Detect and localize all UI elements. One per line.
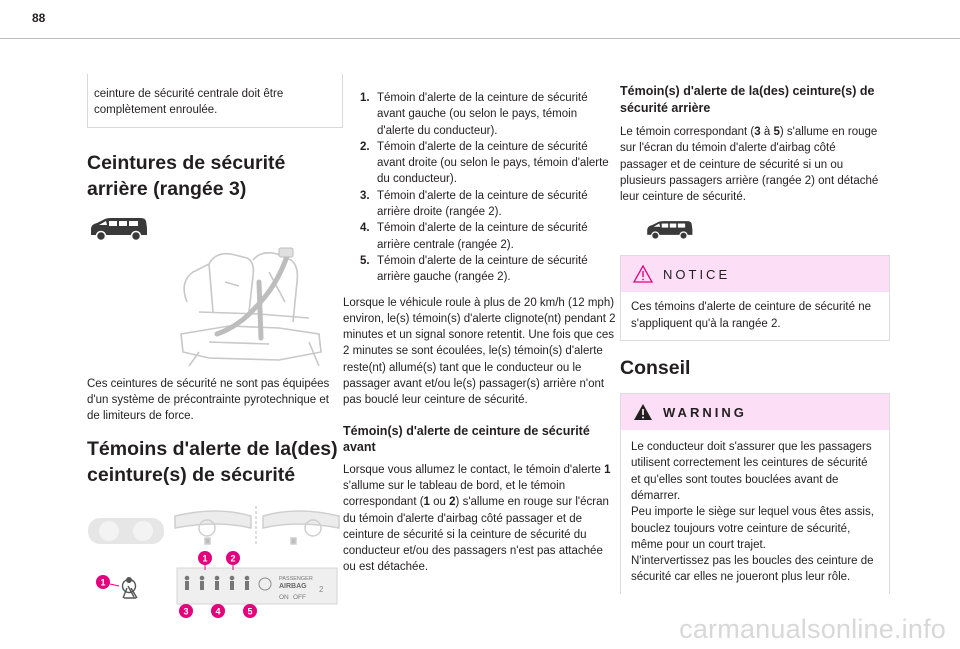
page-number: 88 [32, 11, 46, 25]
rear-warning-paragraph: Le témoin correspondant (3 à 5) s'allume en rouge sur l'écran du témoin d'alerte d'airbag côté passager et de ceinture de sécurité si un ou plusieurs passagers arrière (rangée 2) ont détaché leur ceinture de sécurité. [620, 126, 879, 204]
warning-title: WARNING [663, 404, 747, 420]
svg-text:1: 1 [202, 553, 208, 564]
notice-text: Ces témoins d'alerte de ceinture de sécurité ne s'appliquent qu'à la rangée 2. [631, 301, 871, 330]
rear-seatbelt-description: Ces ceintures de sécurité ne sont pas équipées d'un système de précontrainte pyrotechnique et de limiteurs de force. [87, 377, 330, 423]
panel-off: OFF [293, 594, 306, 602]
marker-1-top [198, 551, 212, 565]
footer-watermark: carmanualsonline.info [679, 614, 946, 644]
driver-seatbelt-lamp-icon [123, 577, 138, 598]
notice-body [621, 292, 889, 340]
notice-box [620, 255, 890, 341]
svg-text:4: 4 [215, 606, 221, 617]
warning-header [621, 394, 889, 430]
marker-2-top [226, 551, 240, 565]
panel-line1: PASSENGER [279, 576, 313, 583]
front-warning-paragraph: Lorsque vous allumez le contact, le témoin d'alerte 1 s'allume sur le tableau de bord, et le témoin correspondant (1 ou 2) s'allume en rouge sur l'écran du témoin d'alerte d'airbag côté passager et de ceinture de sécurité si la ceinture de sécurité du conducteur et/ou des passagers n'est pas attachée ou est détachée. [343, 463, 611, 574]
warning-body [621, 430, 889, 594]
list-item: 3. Témoin d'alerte de la ceinture de sécurité arrière droite (rangée 2). [360, 189, 588, 219]
intro-box [87, 74, 343, 128]
warning-lamps-illustration [87, 498, 343, 622]
car-icon-small [644, 219, 694, 241]
blink-paragraph: Lorsque le véhicule roule à plus de 20 km/h (12 mph) environ, le(s) témoin(s) d'alerte clignote(nt) pendant 2 minutes et un signal sonore retentit. Une fois que ces 2 minutes se sont écoulées, le(s) témoin(s) d'alerte reste(nt) allumé(s) tant que le conducteur ou le passager avant et/ou le(s) passager(s) arrière n'ont pas bouclé leur ceinture de sécurité. [343, 296, 616, 407]
intro-text: ceinture de sécurité centrale doit être complètement enroulée. [94, 88, 284, 117]
svg-text:5: 5 [247, 606, 253, 617]
warning-box [620, 393, 890, 594]
warning-text-1: Le conducteur doit s'assurer que les passagers utilisent correctement les ceintures de sécurité et qu'elles sont toutes bouclées avant de démarrer. [631, 441, 872, 502]
heading-rear-seatbelts: Ceintures de sécurité arrière (rangée 3) [87, 151, 286, 200]
instrument-cluster-icon [88, 518, 164, 544]
marker-1-left [96, 575, 110, 589]
notice-title: NOTICE [663, 266, 731, 282]
column-middle [343, 90, 617, 576]
marker-3 [179, 604, 193, 618]
dashboard-right-icon [263, 511, 339, 544]
column-right [620, 83, 890, 594]
header-divider [0, 38, 960, 39]
warning-text-3: N'intervertissez pas les boucles des ceinture de sécurité car elles ne joueront plus leur rôle. [631, 555, 874, 584]
warning-text-2: Peu importe le siège sur lequel vous êtes assis, bouclez toujours votre ceinture de sécurité, même pour un court trajet. [631, 506, 874, 551]
heading-seatbelt-warning: Témoins d'alerte de la(des) ceinture(s) de sécurité [87, 438, 338, 487]
caution-triangle-icon [633, 265, 653, 283]
car-icon [87, 216, 149, 242]
svg-text:3: 3 [183, 606, 189, 617]
marker-4 [211, 604, 225, 618]
heading-conseil: Conseil [620, 357, 691, 380]
notice-header [621, 256, 889, 292]
svg-text:2: 2 [230, 553, 236, 564]
panel-num: 2 [319, 585, 324, 595]
warning-triangle-icon [633, 403, 653, 421]
marker-5 [243, 604, 257, 618]
list-item: 4. Témoin d'alerte de la ceinture de sécurité arrière centrale (rangée 2). [360, 222, 588, 251]
list-item: 2. Témoin d'alerte de la ceinture de sécurité avant droite (ou selon le pays, témoin d'alerte du conducteur). [360, 140, 609, 186]
heading-front-warning: Témoin(s) d'alerte de ceinture de sécurité avant [343, 423, 590, 455]
column-left [87, 74, 343, 622]
rear-seat-illustration [169, 242, 333, 370]
warning-lamp-list [343, 90, 617, 286]
list-item: 5. Témoin d'alerte de la ceinture de sécurité arrière gauche (rangée 2). [360, 254, 588, 284]
dashboard-left-icon [175, 511, 251, 544]
heading-rear-warning: Témoin(s) d'alerte de la(des) ceinture(s) de sécurité arrière [620, 84, 875, 115]
panel-line2: AIRBAG [279, 583, 307, 591]
svg-text:1: 1 [100, 577, 106, 588]
passenger-airbag-panel [177, 568, 337, 604]
list-item: 1. Témoin d'alerte de la ceinture de sécurité avant gauche (ou selon le pays, témoin d'alerte du conducteur). [360, 92, 588, 137]
panel-on: ON [279, 594, 289, 602]
